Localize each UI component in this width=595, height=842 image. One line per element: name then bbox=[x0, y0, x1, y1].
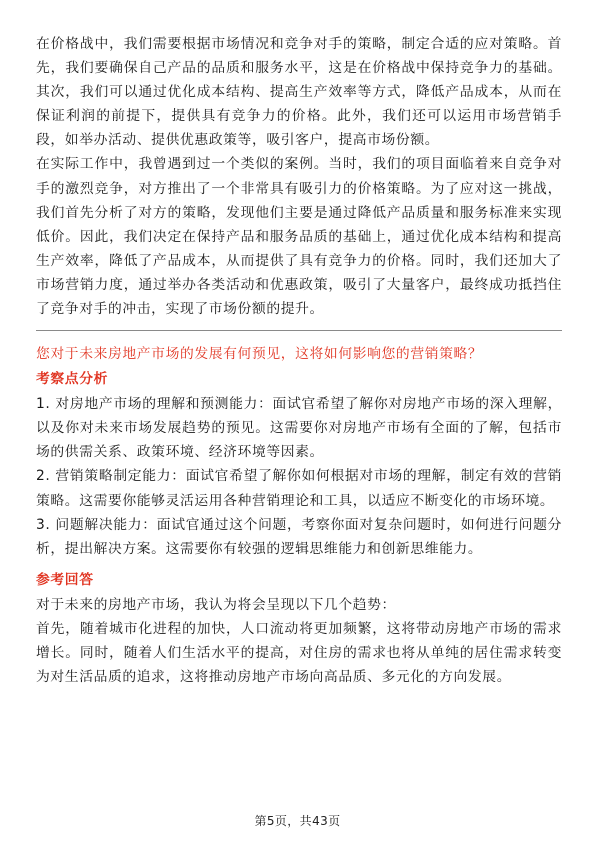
interview-question: 您对于未来房地产市场的发展有何预见，这将如何影响您的营销策略？ bbox=[36, 346, 483, 363]
analysis-item-3: 3. 问题解决能力：面试官通过这个问题，考察你面对复杂问题时，如何进行问题分析，提出解决方案。这需要你有较强的逻辑思维能力和创新思维能力。 bbox=[36, 516, 562, 557]
answer-paragraph-1: 对于未来的房地产市场，我认为将会呈现以下几个趋势： bbox=[36, 596, 396, 613]
analysis-item-1: 1. 对房地产市场的理解和预测能力：面试官希望了解你对房地产市场的深入理解，以及你对未来市场发展趋势的预见。这需要你对房地产市场有全面的了解，包括市场的供需关系、政策环境、经济环境等因素。 bbox=[36, 396, 562, 461]
page-number-footer: 第5页，共43页 bbox=[254, 814, 341, 828]
answer-heading: 参考回答 bbox=[36, 571, 94, 588]
answer-paragraph-2: 首先，随着城市化进程的加快，人口流动将更加频繁，这将带动房地产市场的需求增长。同时，随着人们生活水平的提高，对住房的需求也将从单纯的居住需求转变为对生活品质的追求，这将推动房地产市场向高品质、多元化的方向发展。 bbox=[36, 620, 562, 686]
intro-paragraph-1: 在价格战中，我们需要根据市场情况和竞争对手的策略，制定合适的应对策略。首先，我们要确保自己产品的品质和服务水平，这是在价格战中保持竞争力的基础。其次，我们可以通过优化成本结构、提高生产效率等方式，降低产品成本，从而在保证利润的前提下，提供具有竞争力的价格。此外，我们还可以运用市场营销手段，如举办活动、提供优惠政策等，吸引客户，提高市场份额。 bbox=[36, 36, 562, 149]
analysis-item-2: 2. 营销策略制定能力：面试官希望了解你如何根据对市场的理解，制定有效的营销策略。这需要你能够灵活运用各种营销理论和工具，以适应不断变化的市场环境。 bbox=[36, 468, 562, 509]
analysis-heading: 考察点分析 bbox=[36, 371, 108, 388]
document-page bbox=[36, 32, 562, 689]
intro-paragraph-2: 在实际工作中，我曾遇到过一个类似的案例。当时，我们的项目面临着来自竞争对手的激烈竞争，对方推出了一个非常具有吸引力的价格策略。为了应对这一挑战，我们首先分析了对方的策略，发现他们主要是通过降低产品质量和服务标准来实现低价。因此，我们决定在保持产品和服务品质的基础上，通过优化成本结构和提高生产效率，降低了产品成本，从而提供了具有竞争力的价格。同时，我们还加大了市场营销力度，通过举办各类活动和优惠政策，吸引了大量客户，最终成功抵挡住了竞争对手的冲击，实现了市场份额的提升。 bbox=[36, 156, 562, 318]
section-divider bbox=[36, 330, 562, 331]
